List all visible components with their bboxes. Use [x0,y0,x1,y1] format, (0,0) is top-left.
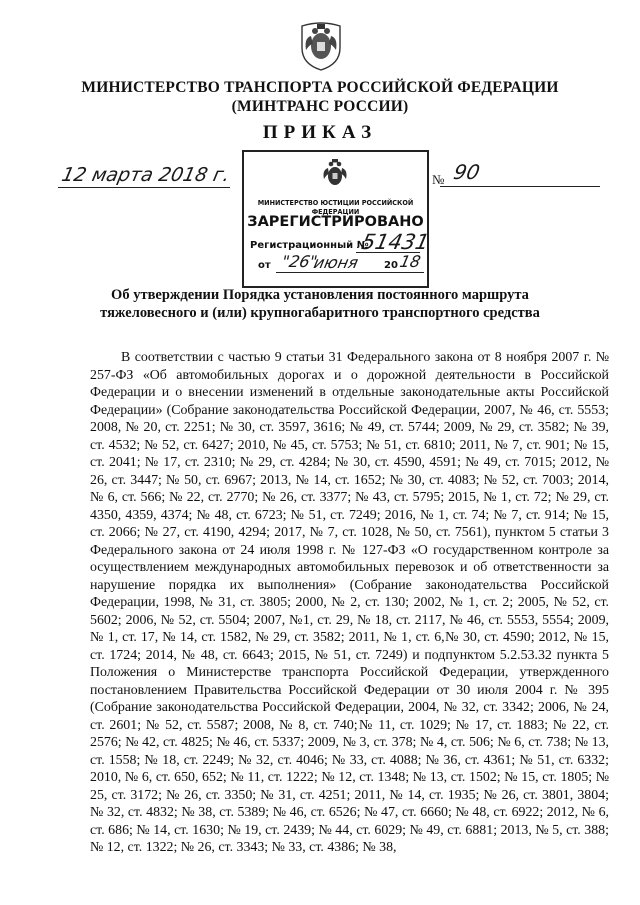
ministry-name: МИНИСТЕРСТВО ТРАНСПОРТА РОССИЙСКОЙ ФЕДЕРАЦИИ [81,79,559,96]
stamp-emblem-icon [320,157,350,192]
document-title-line1: Об утверждении Порядка установления постоянного маршрута [111,287,529,303]
ministry-short-name: (МИНТРАНС РОССИИ) [231,98,409,115]
order-number-label: № [432,172,445,187]
order-date-handwritten: 12 марта 2018 г. [59,164,232,186]
stamp-date-year: 18 [397,252,423,271]
order-heading: ПРИКАЗ [262,122,378,143]
stamp-ministry: МИНИСТЕРСТВО ЮСТИЦИИ РОССИЙСКОЙ ФЕДЕРАЦИИ [257,198,414,216]
order-number-underline [440,186,600,187]
coat-of-arms-emblem-icon [298,18,344,72]
registration-stamp [242,150,432,288]
body-paragraph: В соответствии с частью 9 статьи 31 Федерального закона от 8 ноября 2007 г. № 257-ФЗ «Об автомобильных дорогах и о дорожной деятельности в Российской Федерации и о внесении изменений в отдельные законодательные акты Российской Федерации» (Собрание законодательства Российской Федерации, 2007, № 46, ст. 5553; 2008, № 20, ст. 2251; № 30, ст. 3597, 3616; № 49, ст. 5744; 2009, № 29, ст. 3582; № 39, ст. 4532; № 52, ст. 6427; 2010, № 45, ст. 5753; № 51, ст. 6810; 2011, № 7, ст. 901; № 15, ст. 2041; № 17, ст. 2310; № 29, ст. 4284; № 30, ст. 4590, 4591; № 49, ст. 7015; 2012, № 26, ст. 3447; № 50, ст. 6967; 2013, № 14, ст. 1652; № 30, ст. 4083; № 52, ст. 7003; 2014, № 6, ст. 566; № 22, ст. 2770; № 26, ст. 3377; № 43, ст. 5795; 2015, № 1, ст. 72; № 29, ст. 4350, 4359, 4374; № 48, ст. 6723; № 51, ст. 7249; 2016, № 1, ст. 74; № 7, ст. 914; № 15, ст. 2066; № 27, ст. 4190, 4294; 2017, № 7, ст. 1028, № 50, ст. 7561), пунктом 5 статьи 3 Федерального закона от 24 июля 1998 г. № 127-ФЗ «О государственном контроле за осуществлением международных автомобильных перевозок и об ответственности за нарушение порядка их выполнения» (Собрание законодательства Российской Федерации, 1998, № 31, ст. 3805; 2000, № 2, ст. 130; 2002, № 1, ст. 2; 2005, № 52, ст. 5602; 2006, № 52, ст. 5504; 2007, №1, ст. 29, № 18, ст. 2117, № 46, ст. 5553, 5554; 2009, № 1, ст. 17, № 14, ст. 1582, № 29, ст. 3582; 2011, № 1, ст. 6,№ 30, ст. 4590; 2012, № 15, ст. 1724; 2014, № 48, ст. 6643; 2015, № 51, ст. 7249) и подпунктом 5.2.53.32 пункта 5 Положения о Министерстве транспорта Российской Федерации, утвержденного постановлением Правительства Российской Федерации от 30 июля 2004 г. № 395 (Собрание законодательства Российской Федерации, 2004, № 32, ст. 3342; 2006, № 24, ст. 2601; № 52, ст. 5587; 2008, № 8, ст. 740;№ 11, ст. 1029; № 17, ст. 1883; № 22, ст. 2576; № 42, ст. 4825; № 46, ст. 5337; 2009, № 3, ст. 378; № 4, ст. 506; № 6, ст. 738; № 13, ст. 1558; № 18, ст. 2249; № 32, ст. 4046; № 33, ст. 4088; № 36, ст. 4361; № 51, ст. 6332; 2010, № 6, ст. 650, 652; № 11, ст. 1222; № 12, ст. 1348; № 13, ст. 1502; № 15, ст. 1805; № 25, ст. 3172; № 26, ст. 3350; № 31, ст. 4251; 2011, № 14, ст. 1935; № 26, ст. 3801, 3804; № 32, ст. 4832; № 38, ст. 5389; № 46, ст. 6526; № 47, ст. 6660; № 48, ст. 6922; 2012, № 6, ст. 686; № 14, ст. 1630; № 19, ст. 2439; № 44, ст. 6029; № 49, ст. 6881; 2013, № 5, ст. 388; № 12, ст. 1322; № 26, ст. 3343; № 33, ст. 4386; № 38, [90,350,609,855]
stamp-date-underline [276,272,424,273]
stamp-date-prefix: от [258,260,271,271]
order-number-handwritten: 90 [451,160,483,184]
stamp-date-year-prefix: 20 [384,260,398,271]
document-title-line2: тяжеловесного и (или) крупногабаритного транспортного средства [100,305,540,321]
stamp-date-month: июня [311,253,360,272]
document-title [0,286,640,322]
stamp-date-day: "26" [279,252,320,271]
stamp-reg-number-label: Регистрационный № [250,240,369,251]
stamp-registered: ЗАРЕГИСТРИРОВАНО [247,214,424,230]
stamp-reg-number: 51431 [359,230,432,254]
